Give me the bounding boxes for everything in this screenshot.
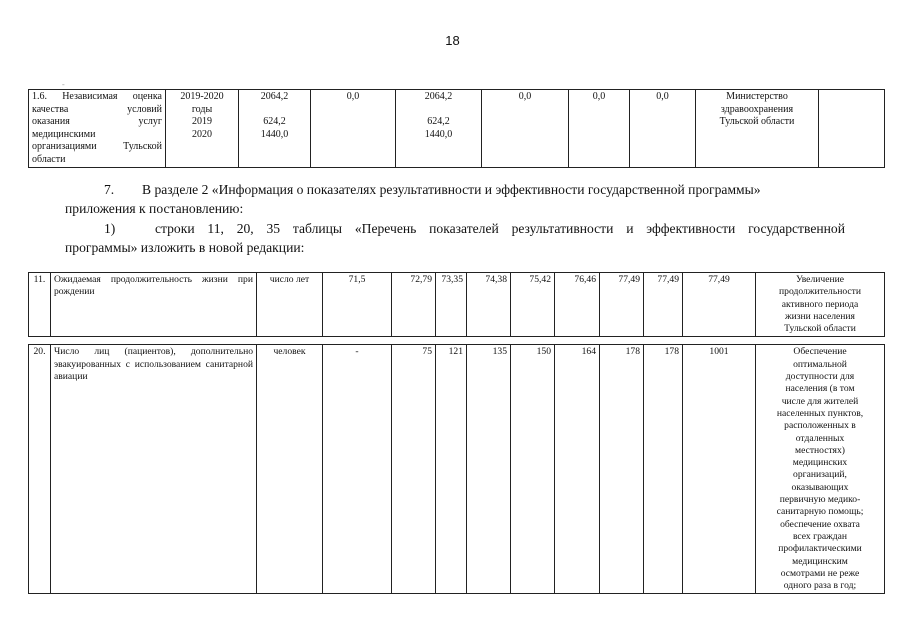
measure-name-line: организациями Тульской [32,141,162,152]
total-value: 1440,0 [260,128,289,140]
regional-cell [396,90,482,168]
row-number: 11. [29,273,51,337]
years-line: 2019-2020 [180,91,224,102]
goal-line: оказывающих [791,481,849,493]
indicators-table [28,272,885,594]
table-row [29,345,885,594]
goal-line: продолжительности [779,286,861,298]
executor-line: Министерство [726,91,788,102]
goal-line: профилактическими [778,543,862,555]
goal-line: всех граждан [792,530,848,542]
subparagraph-text-line: строки 11, 20, 35 таблицы «Перечень показателей результативности и эффективности государственной [155,221,845,236]
paragraph-text-line: В разделе 2 «Информация о показателях результативности и эффективности государственной программы» [142,182,761,197]
subparagraph-text-line: программы» изложить в новой редакции: [65,240,305,255]
indicator-name: Число лиц (пациентов), дополнительно эвакуированных с использованием санитарной авиации [51,345,257,594]
value-cell: 0,0 [569,90,630,168]
paragraph-number: 7. [104,182,115,197]
row-gap [29,337,885,345]
measure-name-line: качества условий [32,103,162,115]
goal-line: числе для жителей [781,395,859,407]
spacer [399,104,478,117]
goal-line: Увеличение [796,274,844,285]
goal-line: расположенных в [784,420,856,432]
goal-line: населенных пунктов, [776,407,864,419]
measure-name-line: медицинскими [32,128,96,140]
unit-cell: число лет [257,273,323,337]
final-value: 1001 [683,345,756,594]
year-value: 72,79 [392,273,436,337]
paragraph-text-line: приложения к постановлению: [65,201,244,216]
goal-line: осмотрами не реже [780,567,860,579]
goal-cell [756,273,885,337]
value-cell: 0,0 [630,90,696,168]
regional-value: 1440,0 [424,128,453,140]
base-value: 71,5 [323,273,392,337]
regional-value: 2064,2 [424,91,453,102]
goal-line: доступности для [785,371,855,383]
subparagraph-number: 1) [104,221,116,236]
goal-line: местностях) [795,444,845,456]
goal-line: оптимальной [793,358,847,370]
goal-line: первичную медико- [779,494,861,506]
page-number: 18 [445,33,460,48]
table-row [29,90,885,168]
total-value: 2064,2 [260,91,289,102]
goal-cell [756,345,885,594]
year-value: 150 [511,345,555,594]
regional-value: 624,2 [427,116,450,127]
final-value: 77,49 [683,273,756,337]
empty-cell [819,90,885,168]
goal-line: обеспечение охвата [780,518,860,530]
executor-line: Тульской области [719,116,795,127]
executor-cell [696,90,819,168]
goal-line: активного периода [781,298,859,310]
goal-line: организаций, [793,469,847,481]
total-value: 624,2 [263,116,286,127]
year-value: 75 [392,345,436,594]
funding-table [28,89,885,168]
goal-line: Тульской области [784,323,856,335]
years-cell [166,90,239,168]
goal-line: медицинских [792,457,848,469]
goal-line: отдаленных [795,432,845,444]
measure-name-line: области [32,153,66,165]
years-line: 2019 [192,116,212,127]
value-cell: 0,0 [482,90,569,168]
goal-line: жизни населения [785,310,855,322]
years-line: годы [191,103,213,115]
goal-line: медицинским [792,555,848,567]
year-value: 164 [555,345,600,594]
goal-line: санитарную помощь; [776,506,864,518]
year-value: 135 [467,345,511,594]
year-value: 77,49 [600,273,644,337]
measure-name-cell [29,90,166,168]
measure-name-line: оказания услуг [32,116,162,127]
year-value: 121 [436,345,467,594]
indicator-name: Ожидаемая продолжительность жизни при рождении [51,273,257,337]
row-number: 20. [29,345,51,594]
scan-mark: - [62,80,65,89]
executor-line: здравоохранения [720,103,794,115]
goal-line: населения (в том [785,383,855,395]
year-value: 178 [600,345,644,594]
spacer [242,104,307,117]
year-value: 76,46 [555,273,600,337]
year-value: 178 [644,345,683,594]
goal-line: одного раза в год; [783,580,857,592]
value-cell: 0,0 [311,90,396,168]
year-value: 74,38 [467,273,511,337]
year-value: 73,35 [436,273,467,337]
years-line: 2020 [192,128,212,140]
measure-name-line: 1.6. Независимая оценка [32,91,162,102]
goal-line: Обеспечение [793,346,847,358]
table-row [29,273,885,337]
unit-cell: человек [257,345,323,594]
base-value: - [323,345,392,594]
year-value: 75,42 [511,273,555,337]
total-cell [239,90,311,168]
year-value: 77,49 [644,273,683,337]
